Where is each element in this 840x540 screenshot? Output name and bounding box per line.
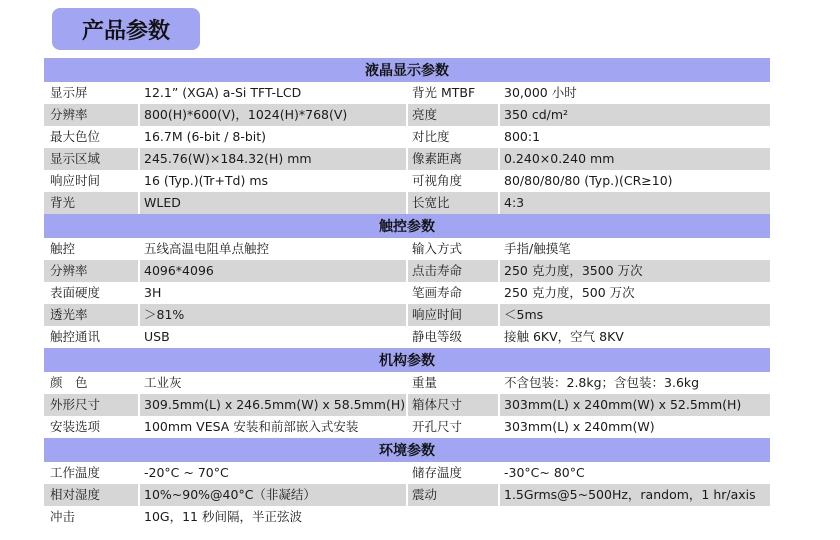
cell-divider — [138, 192, 140, 214]
cell-divider — [406, 304, 408, 326]
spec-table — [44, 58, 770, 528]
spec-label: 显示区域 — [50, 151, 101, 166]
cell-divider — [406, 394, 408, 416]
cell-divider — [406, 416, 408, 438]
spec-label: 显示屏 — [50, 85, 88, 100]
spec-value: -20°C ~ 70°C — [144, 465, 229, 480]
cell-divider — [406, 148, 408, 170]
cell-divider — [138, 394, 140, 416]
spec-label: 相对湿度 — [50, 487, 101, 502]
spec-label: 开孔尺寸 — [412, 419, 463, 434]
cell-divider — [498, 170, 500, 192]
spec-value: 800(H)*600(V)，1024(H)*768(V) — [144, 107, 348, 122]
spec-value: WLED — [144, 195, 181, 210]
spec-value: 250 克力度，3500 万次 — [504, 263, 643, 278]
spec-value: 1.5Grms@5~500Hz，random，1 hr/axis — [504, 487, 756, 502]
table-row — [44, 462, 770, 484]
table-row — [44, 484, 770, 506]
spec-label: 外形尺寸 — [50, 397, 101, 412]
cell-divider — [138, 304, 140, 326]
cell-divider — [138, 462, 140, 484]
table-row — [44, 416, 770, 438]
table-row — [44, 282, 770, 304]
cell-divider — [498, 82, 500, 104]
cell-divider — [406, 192, 408, 214]
cell-divider — [406, 372, 408, 394]
cell-divider — [406, 82, 408, 104]
spec-label: 储存温度 — [412, 465, 463, 480]
spec-value: 16.7M (6-bit / 8-bit) — [144, 129, 267, 144]
cell-divider — [498, 148, 500, 170]
cell-divider — [406, 462, 408, 484]
spec-value: 4096*4096 — [144, 263, 214, 278]
table-row — [44, 304, 770, 326]
spec-value: 12.1” (XGA) a-Si TFT-LCD — [144, 85, 302, 100]
spec-value: 10G，11 秒间隔，半正弦波 — [144, 509, 302, 524]
spec-label: 箱体尺寸 — [412, 397, 463, 412]
spec-value: 4:3 — [504, 195, 525, 210]
cell-divider — [406, 238, 408, 260]
spec-value: 五线高温电阻单点触控 — [144, 241, 270, 256]
cell-divider — [406, 104, 408, 126]
table-row — [44, 82, 770, 104]
cell-divider — [406, 282, 408, 304]
spec-label: 触控 — [50, 241, 76, 256]
section-header-lcd-display: 液晶显示参数 — [44, 58, 770, 82]
spec-label: 工作温度 — [50, 465, 101, 480]
spec-value: 100mm VESA 安装和前部嵌入式安装 — [144, 419, 359, 434]
table-row — [44, 170, 770, 192]
spec-value: 不含包装：2.8kg；含包装：3.6kg — [504, 375, 700, 390]
table-row — [44, 192, 770, 214]
spec-label: 背光 MTBF — [412, 85, 476, 100]
section-header-mechanical: 机构参数 — [44, 348, 770, 372]
page-title: 产品参数 — [52, 8, 200, 50]
section-header-environment: 环境参数 — [44, 438, 770, 462]
spec-value: 303mm(L) x 240mm(W) — [504, 419, 655, 434]
cell-divider — [498, 260, 500, 282]
cell-divider — [498, 238, 500, 260]
spec-value: USB — [144, 329, 170, 344]
cell-divider — [138, 506, 140, 528]
spec-label: 对比度 — [412, 129, 450, 144]
spec-label: 响应时间 — [412, 307, 463, 322]
cell-divider — [138, 372, 140, 394]
cell-divider — [406, 506, 408, 528]
table-row — [44, 506, 770, 528]
spec-value: 手指/触摸笔 — [504, 241, 571, 256]
spec-value: ＜5ms — [504, 307, 544, 322]
cell-divider — [498, 304, 500, 326]
spec-value: 350 cd/m² — [504, 107, 569, 122]
table-row — [44, 372, 770, 394]
cell-divider — [138, 148, 140, 170]
spec-value: 工业灰 — [144, 375, 182, 390]
spec-label: 亮度 — [412, 107, 438, 122]
section-header-touch: 触控参数 — [44, 214, 770, 238]
spec-value: ＞81% — [144, 307, 185, 322]
spec-label: 可视角度 — [412, 173, 463, 188]
spec-label: 表面硬度 — [50, 285, 101, 300]
cell-divider — [138, 260, 140, 282]
spec-label: 背光 — [50, 195, 76, 210]
spec-value: 3H — [144, 285, 162, 300]
cell-divider — [498, 394, 500, 416]
spec-label: 透光率 — [50, 307, 88, 322]
cell-divider — [138, 416, 140, 438]
spec-label: 触控通讯 — [50, 329, 101, 344]
table-row — [44, 238, 770, 260]
cell-divider — [138, 326, 140, 348]
cell-divider — [498, 372, 500, 394]
spec-value: 10%~90%@40°C（非凝结） — [144, 487, 316, 502]
spec-label: 重量 — [412, 375, 438, 390]
table-row — [44, 104, 770, 126]
spec-value: 80/80/80/80 (Typ.)(CR≥10) — [504, 173, 673, 188]
cell-divider — [498, 326, 500, 348]
spec-label: 静电等级 — [412, 329, 463, 344]
spec-value: 800:1 — [504, 129, 541, 144]
cell-divider — [498, 282, 500, 304]
table-row — [44, 126, 770, 148]
table-row — [44, 326, 770, 348]
spec-value: 309.5mm(L) x 246.5mm(W) x 58.5mm(H) — [144, 397, 406, 412]
cell-divider — [406, 170, 408, 192]
spec-label: 分辨率 — [50, 263, 88, 278]
spec-value: 接触 6KV，空气 8KV — [504, 329, 624, 344]
cell-divider — [406, 484, 408, 506]
cell-divider — [406, 260, 408, 282]
cell-divider — [138, 238, 140, 260]
cell-divider — [498, 416, 500, 438]
spec-value: 0.240×0.240 mm — [504, 151, 615, 166]
cell-divider — [498, 192, 500, 214]
cell-divider — [138, 126, 140, 148]
spec-label: 像素距离 — [412, 151, 463, 166]
cell-divider — [406, 326, 408, 348]
cell-divider — [138, 484, 140, 506]
spec-label: 笔画寿命 — [412, 285, 463, 300]
cell-divider — [138, 170, 140, 192]
cell-divider — [498, 462, 500, 484]
cell-divider — [138, 82, 140, 104]
spec-label: 安装选项 — [50, 419, 101, 434]
table-row — [44, 260, 770, 282]
table-row — [44, 148, 770, 170]
cell-divider — [406, 126, 408, 148]
cell-divider — [138, 282, 140, 304]
table-row — [44, 394, 770, 416]
cell-divider — [498, 506, 500, 528]
spec-value: 250 克力度，500 万次 — [504, 285, 635, 300]
spec-label: 长宽比 — [412, 195, 450, 210]
spec-label: 响应时间 — [50, 173, 101, 188]
cell-divider — [498, 104, 500, 126]
spec-value: 303mm(L) x 240mm(W) x 52.5mm(H) — [504, 397, 742, 412]
spec-value: 30,000 小时 — [504, 85, 577, 100]
cell-divider — [498, 126, 500, 148]
spec-label: 点击寿命 — [412, 263, 463, 278]
spec-value: -30°C~ 80°C — [504, 465, 585, 480]
spec-label: 最大色位 — [50, 129, 101, 144]
spec-label: 震动 — [412, 487, 438, 502]
spec-label: 冲击 — [50, 509, 76, 524]
cell-divider — [138, 104, 140, 126]
spec-value: 16 (Typ.)(Tr+Td) ms — [144, 173, 269, 188]
spec-label: 颜 色 — [50, 375, 88, 390]
spec-value: 245.76(W)×184.32(H) mm — [144, 151, 312, 166]
cell-divider — [498, 484, 500, 506]
spec-label: 分辨率 — [50, 107, 88, 122]
spec-label: 输入方式 — [412, 241, 463, 256]
